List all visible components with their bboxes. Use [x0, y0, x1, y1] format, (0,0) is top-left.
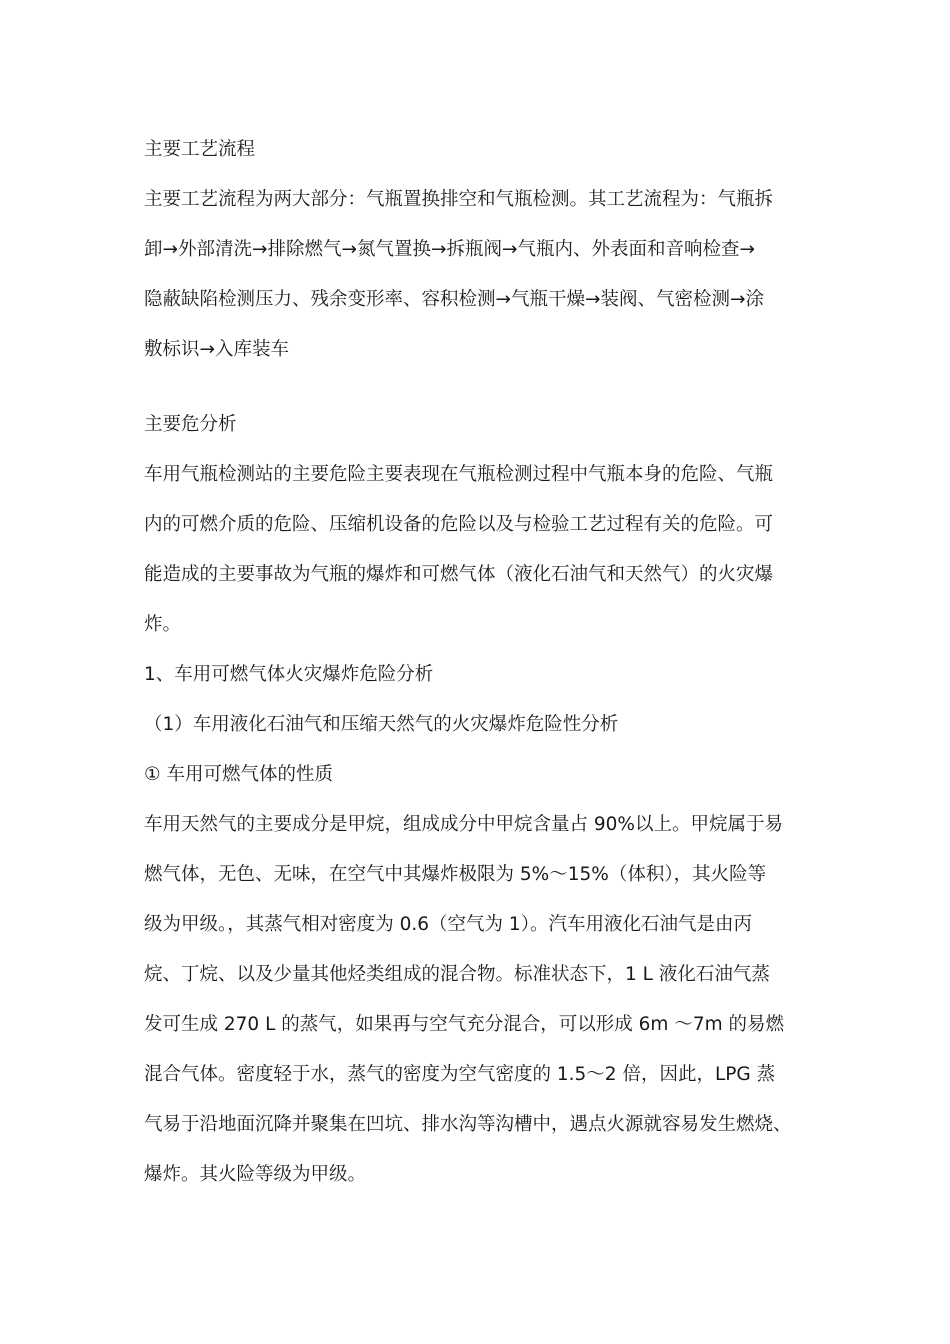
- paragraph-line: 内的可燃介质的危险、压缩机设备的危险以及与检验工艺过程有关的危险。可: [144, 514, 774, 535]
- paragraph-line: 敷标识→入库装车: [144, 339, 290, 360]
- section-gap: [144, 375, 820, 400]
- subheading-1: 1、车用可燃气体火灾爆炸危险分析: [144, 664, 434, 685]
- subheading-3: ① 车用可燃气体的性质: [144, 764, 333, 785]
- paragraph-line: 隐蔽缺陷检测压力、残余变形率、容积检测→气瓶干燥→装阀、气密检测→涂: [144, 289, 765, 310]
- paragraph-line: 爆炸。其火险等级为甲级。: [144, 1164, 367, 1185]
- paragraph-line: 燃气体，无色、无味，在空气中其爆炸极限为 5%～15%（体积），其火险等: [144, 864, 767, 885]
- paragraph-line: 能造成的主要事故为气瓶的爆炸和可燃气体（液化石油气和天然气）的火灾爆: [144, 564, 774, 585]
- section-heading-process: 主要工艺流程: [144, 139, 256, 160]
- paragraph-line: 气易于沿地面沉降并聚集在凹坑、排水沟等沟槽中，遇点火源就容易发生燃烧、: [144, 1114, 792, 1135]
- section-heading-hazard: 主要危分析: [144, 414, 237, 435]
- paragraph-line: 烷、丁烷、以及少量其他烃类组成的混合物。标准状态下，1 L 液化石油气蒸: [144, 964, 770, 985]
- paragraph-line: 主要工艺流程为两大部分：气瓶置换排空和气瓶检测。其工艺流程为：气瓶拆: [144, 189, 774, 210]
- paragraph-line: 车用天然气的主要成分是甲烷，组成成分中甲烷含量占 90%以上。甲烷属于易: [144, 814, 784, 835]
- document-page: [144, 125, 820, 1200]
- subheading-2: （1）车用液化石油气和压缩天然气的火灾爆炸危险性分析: [144, 714, 619, 735]
- paragraph-line: 混合气体。密度轻于水，蒸气的密度为空气密度的 1.5～2 倍，因此，LPG 蒸: [144, 1064, 776, 1085]
- paragraph-line: 车用气瓶检测站的主要危险主要表现在气瓶检测过程中气瓶本身的危险、气瓶: [144, 464, 774, 485]
- paragraph-line: 级为甲级。，其蒸气相对密度为 0.6（空气为 1）。汽车用液化石油气是由丙: [144, 914, 752, 935]
- paragraph-line: 发可生成 270 L 的蒸气，如果再与空气充分混合，可以形成 6m ～7m 的易燃: [144, 1014, 784, 1035]
- paragraph-line: 卸→外部清洗→排除燃气→氮气置换→拆瓶阀→气瓶内、外表面和音响检查→: [144, 239, 756, 260]
- paragraph-line: 炸。: [144, 614, 182, 635]
